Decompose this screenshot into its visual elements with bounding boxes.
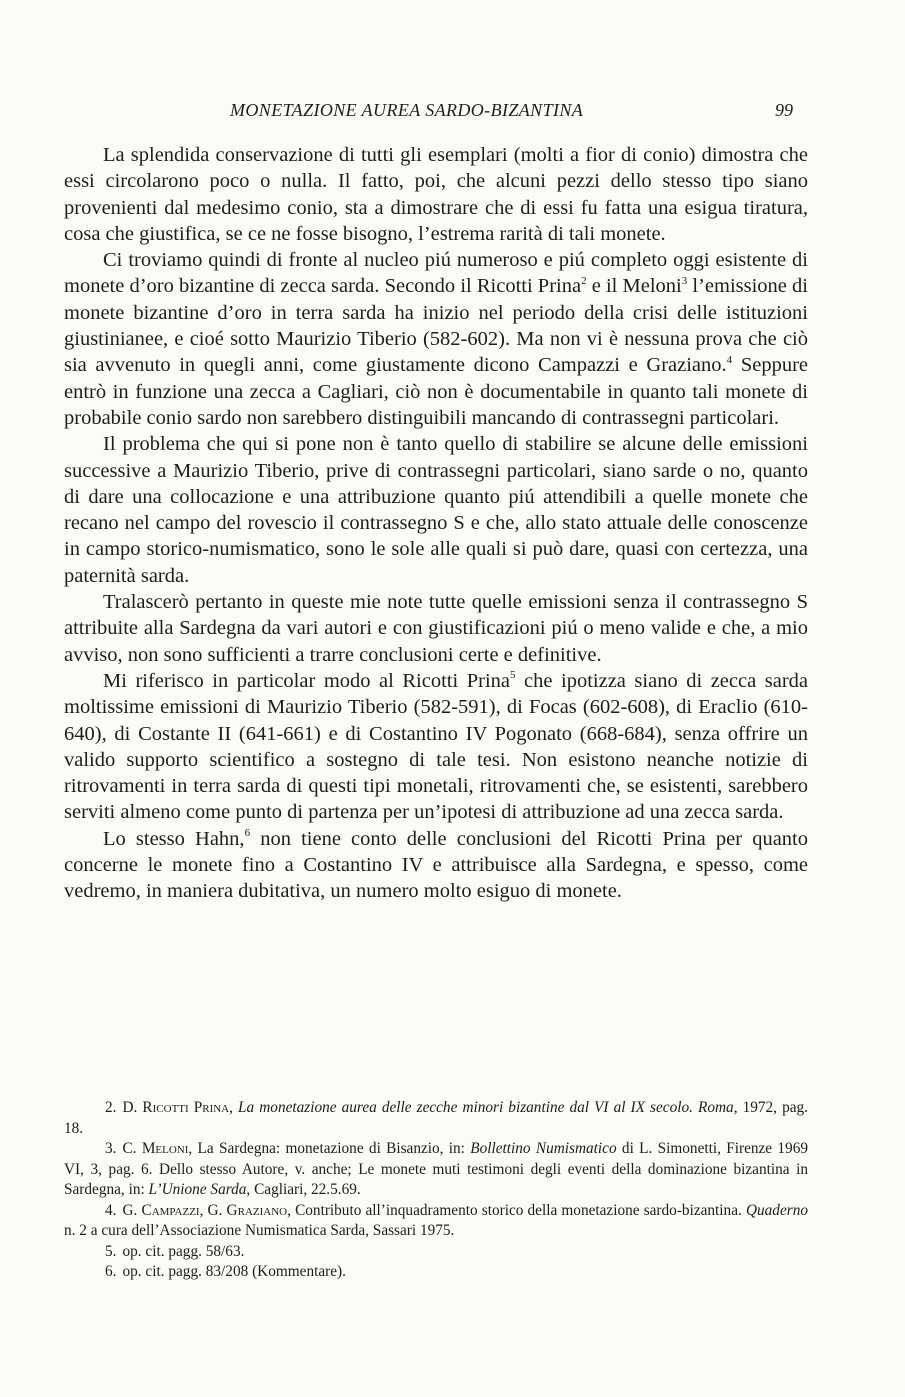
footnote-text: , Contributo all’inquadramento storico della monetazione sardo-bizantina. (287, 1201, 746, 1219)
footnote-text: di L. Simonetti, Firenze 1969 VI, 3, pag. 6. Dello stesso Autore, v. anche; Le monete muti testimoni degli eventi della dominazione bizantina in Sardegna, in: (64, 1140, 809, 1198)
paragraph-4: Tralascerò pertanto in queste mie note tutte quelle emissioni senza il contrassegno S attribuite alla Sardegna da vari autori e con giustificazioni piú o meno valide e che, a mio avviso, non sono sufficienti a trarre conclusioni certe e definitive. (64, 591, 808, 666)
paragraph-2-part-d: Seppure entrò in funzione una zecca a Cagliari, ciò non è documentabile in quanto tali monete di probabile conio sardo non sarebbero distinguibili mancando di contrassegni particolari. (64, 354, 808, 429)
footnote-3 (64, 1139, 808, 1201)
footnote-separator: , (199, 1201, 208, 1219)
footnote-6 (64, 1262, 808, 1283)
paragraph-6-part-b: non tiene conto delle conclusioni del Ricotti Prina per quanto concerne le monete fino a Costantino IV e attribuisce alla Sardegna, e spesso, come vedremo, in maniera dubitativa, un numero molto esiguo di monete. (64, 827, 809, 903)
footnote-text: , La Sardegna: monetazione di Bisanzio, in: (188, 1140, 471, 1157)
paragraph-2-part-a: Ci troviamo quindi di fronte al nucleo piú numeroso e piú completo oggi esistente di monete d’oro bizantine di zecca sarda. Secondo il Ricotti Prina (64, 249, 808, 298)
paragraph-5-part-b: che ipotizza siano di zecca sarda moltissime emissioni di Maurizio Tiberio (582-591), di Focas (602-608), di Eraclio (610-640), di Costante II (641-661) e di Costantino IV Pogonato (668-684), senza offrire un valido supporto scientifico a sostegno di tale tesi. Non esistono neanche notizie di ritrovamenti in terra sarda di questi tipi monetali, ritrovamenti che, se esistenti, sarebbero serviti almeno come punto di partenza per un’ipotesi di attribuzione ad una zecca sarda. (64, 669, 808, 824)
footnote-author: C. Meloni (122, 1140, 189, 1157)
footnote-5 (64, 1242, 808, 1263)
footnote-text: op. cit. pagg. 83/208 (Kommentare). (122, 1263, 346, 1280)
footnote-number: 2. (105, 1099, 117, 1116)
main-text (64, 142, 808, 905)
footnote-ref-3: 3 (681, 274, 688, 287)
footnote-2: 2. D. Ricotti Prina, La monetazione aurea delle zecche minori bizantine dal VI al IX secolo. Roma, 1972, pag. 18. (64, 1099, 808, 1137)
footnote-number: 3. (105, 1140, 117, 1157)
footnote-newspaper: L’Unione Sarda (148, 1181, 247, 1198)
paragraph-6 (64, 826, 808, 905)
footnote-text: op. cit. pagg. 58/63. (122, 1242, 245, 1260)
paragraph-6-part-a: Lo stesso Hahn, (103, 827, 245, 850)
paragraph-3: Il problema che qui si pone non è tanto quello di stabilire se alcune delle emissioni successive a Maurizio Tiberio, prive di contrassegni particolari, siano sarde o no, quanto di dare una collocazione e una attribuzione quanto piú attendibili a quelle monete che recano nel campo del rovescio il contrassegno S e che, allo stato attuale delle conoscenze in campo storico-numismatico, sono le sole alle quali si può dare, quasi con certezza, una paternità sarda. (64, 433, 808, 587)
footnote-author: D. Ricotti Prina (122, 1099, 230, 1116)
paragraph-5 (64, 668, 808, 826)
paragraph-2 (64, 247, 808, 431)
footnote-ref-6: 6 (244, 826, 251, 839)
footnote-journal: Bollettino Numismatico (470, 1140, 617, 1157)
footnote-author: G. Graziano (207, 1201, 288, 1219)
footnote-ref-2: 2 (581, 274, 587, 287)
footnote-author: G. Campazzi (122, 1201, 200, 1219)
footnote-ref-5: 5 (510, 669, 516, 682)
paragraph-2-part-c: l’emissione di monete bizantine d’oro in terra sarda ha inizio nel periodo della crisi delle istituzioni giustinianee, e cioé sotto Maurizio Tiberio (582-602). Ma non vi è nessuna prova che ciò sia avvenuto in quegli anni, come giustamente dicono Campazzi e Graziano. (64, 275, 808, 377)
footnote-number: 5. (105, 1242, 117, 1260)
footnote-number: 6. (105, 1263, 117, 1280)
footnote-text: n. 2 a cura dell’Associazione Numismatica Sarda, Sassari 1975. (64, 1222, 455, 1239)
running-title: MONETAZIONE AUREA SARDO-BIZANTINA (230, 100, 584, 120)
footnote-number: 4. (105, 1201, 117, 1219)
paragraph-2-part-b: e il Meloni (586, 275, 682, 298)
paragraph-5-part-a: Mi riferisco in particolar modo al Ricotti Prina (103, 669, 510, 692)
footnote-details: , 1972, pag. 18. (64, 1099, 808, 1137)
footnote-title: La monetazione aurea delle zecche minori bizantine dal VI al IX secolo. Roma (238, 1099, 734, 1116)
footnote-text: , Cagliari, 22.5.69. (246, 1181, 361, 1198)
footnotes (64, 1098, 808, 1283)
page-number: 99 (775, 100, 793, 120)
footnote-4 (64, 1201, 808, 1242)
footnote-quaderno: Quaderno (745, 1201, 808, 1219)
paragraph-1: La splendida conservazione di tutti gli esemplari (molti a fior di conio) dimostra che essi circolarono poco o nulla. Il fatto, poi, che alcuni pezzi dello stesso tipo siano provenienti dal medesimo conio, sta a dimostrare che di essi fu fatta una esigua tiratura, cosa che giustifica, se ce ne fosse bisogno, l’estrema rarità di tali monete. (64, 144, 808, 245)
footnote-ref-4: 4 (726, 353, 733, 366)
